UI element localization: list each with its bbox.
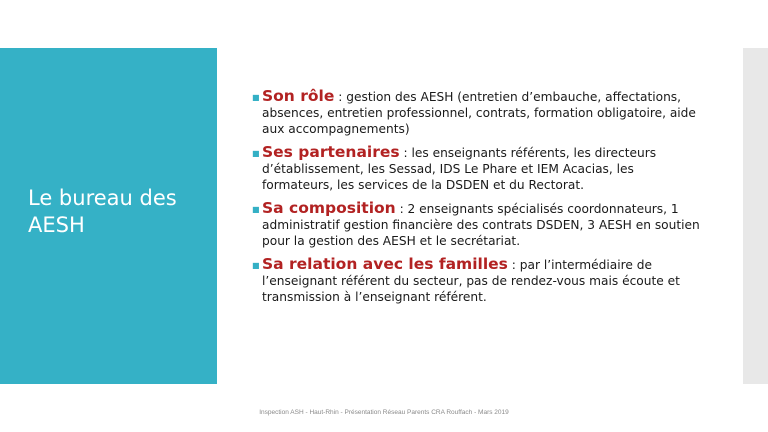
title-panel [0,48,217,384]
bullet-icon: ■ [252,149,260,158]
bullet-role [252,88,707,137]
bullet-text: : 2 enseignants spécialisés coordonnateurs, 1 administratif gestion financière des contrats DSDEN, 3 AESH en soutien pour la gestion des AESH et le secrétariat. [262,202,700,248]
bullet-partners [252,144,707,193]
scroll-area [743,48,768,384]
bullet-heading: Sa relation avec les familles [262,255,508,273]
slide-footer: Inspection ASH - Haut-Rhin - Présentation Réseau Parents CRA Rouffach - Mars 2019 [259,409,509,416]
bullet-text: : gestion des AESH (entretien d’embauche, affectations, absences, entretien professionnel, contrats, formation obligatoire, aide aux accompagnements) [262,90,696,136]
slide-title: Le bureau des AESH [28,186,177,237]
bullet-icon: ■ [252,261,260,270]
bullet-heading: Sa composition [262,199,396,217]
bullet-families [252,256,707,305]
bullet-heading: Son rôle [262,87,335,105]
bullet-text: : par l’intermédiaire de l’enseignant référent du secteur, pas de rendez-vous mais écoute et transmission à l’enseignant référent. [262,258,680,304]
bullet-text: : les enseignants référents, les directeurs d’établissement, les Sessad, IDS Le Phare et IEM Acacias, les formateurs, les services de la DSDEN et du Rectorat. [262,146,657,192]
bullet-composition [252,200,707,249]
bullet-icon: ■ [252,93,260,102]
bullet-icon: ■ [252,205,260,214]
bullet-heading: Ses partenaires [262,143,400,161]
bullet-list [252,88,707,312]
